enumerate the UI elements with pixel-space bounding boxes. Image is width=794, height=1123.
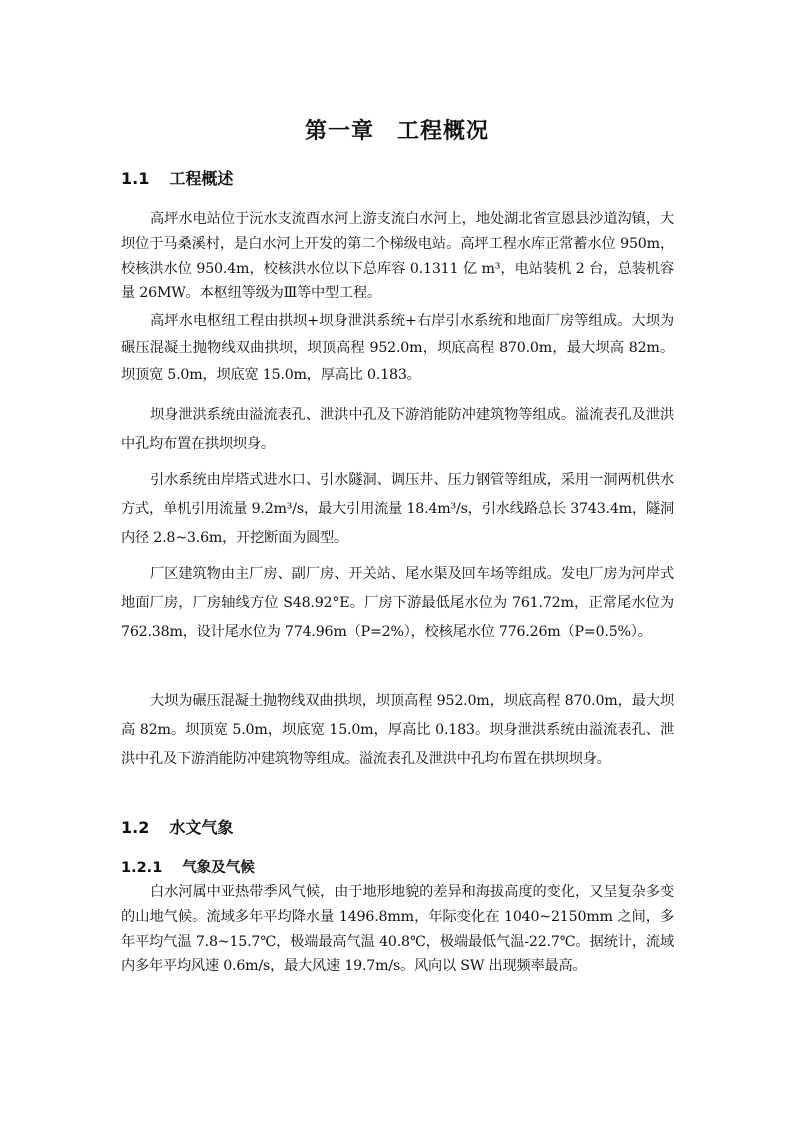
chapter-title: 第一章 工程概况 — [304, 119, 489, 144]
paragraph-water-diversion: 引水系统由岸塔式进水口、引水隧洞、调压井、压力钢管等组成，采用一洞两机供水方式，单机引用流量 9.2m³/s，最大引用流量 18.4m³/s，引水线路总长 3743.4m，隧洞内径 2.8~3.6m，开挖断面为圆型。 — [121, 472, 674, 546]
paragraph-plant-area: 厂区建筑物由主厂房、副厂房、开关站、尾水渠及回车场等组成。发电厂房为河岸式地面厂房，厂房轴线方位 S48.92°E。厂房下游最低尾水位为 761.72m，正常尾水位为 762.38m，设计尾水位为 774.96m（P=2%），校核尾水位 776.26m（P=0.5%）。 — [121, 566, 674, 640]
section-number: 1.2.1 — [121, 860, 163, 876]
section-number: 1.1 — [121, 169, 150, 188]
section-heading-1-2-1 — [121, 856, 255, 877]
paragraph-dam: 大坝为碾压混凝土抛物线双曲拱坝，坝顶高程 952.0m，坝底高程 870.0m，最大坝高 82m。坝顶宽 5.0m，坝底宽 15.0m，厚高比 0.183。坝身泄洪系统由溢流表孔、泄洪中孔及下游消能防冲建筑物等组成。溢流表孔及泄洪中孔均布置在拱坝坝身。 — [121, 693, 674, 767]
paragraph-overview: 高坪水电站位于沅水支流酉水河上游支流白水河上，地处湖北省宣恩县沙道沟镇，大坝位于马桑溪村，是白水河上开发的第二个梯级电站。高坪工程水库正常蓄水位 950m，校核洪水位 950.4m，校核洪水位以下总库容 0.1311 亿 m³，电站装机 2 台，总装机容量 26MW。本枢纽等级为Ⅲ等中型工程。 — [121, 211, 674, 302]
section-heading-1-1 — [121, 166, 233, 189]
section-title: 气象及气候 — [182, 860, 255, 876]
paragraph-climate: 白水河属中亚热带季风气候，由于地形地貌的差异和海拔高度的变化，又呈复杂多变的山地气候。流域多年平均降水量 1496.8mm，年际变化在 1040~2150mm 之间，多年平均气温 7.8~15.7℃，极端最高气温 40.8℃，极端最低气温-22.7℃。据统计，流域内多年平均风速 0.6m/s，最大风速 19.7m/s。风向以 SW 出现频率最高。 — [121, 884, 674, 975]
section-number: 1.2 — [121, 818, 150, 837]
section-title: 工程概述 — [169, 169, 234, 188]
paragraph-spillway: 坝身泄洪系统由溢流表孔、泄洪中孔及下游消能防冲建筑物等组成。溢流表孔及泄洪中孔均布置在拱坝坝身。 — [121, 407, 674, 452]
section-heading-1-2 — [121, 815, 233, 838]
paragraph-hub-composition: 高坪水电枢纽工程由拱坝+坝身泄洪系统+右岸引水系统和地面厂房等组成。大坝为碾压混凝土抛物线双曲拱坝，坝顶高程 952.0m，坝底高程 870.0m，最大坝高 82m。坝顶宽 5.0m，坝底宽 15.0m，厚高比 0.183。 — [121, 313, 674, 383]
section-title: 水文气象 — [169, 818, 234, 837]
